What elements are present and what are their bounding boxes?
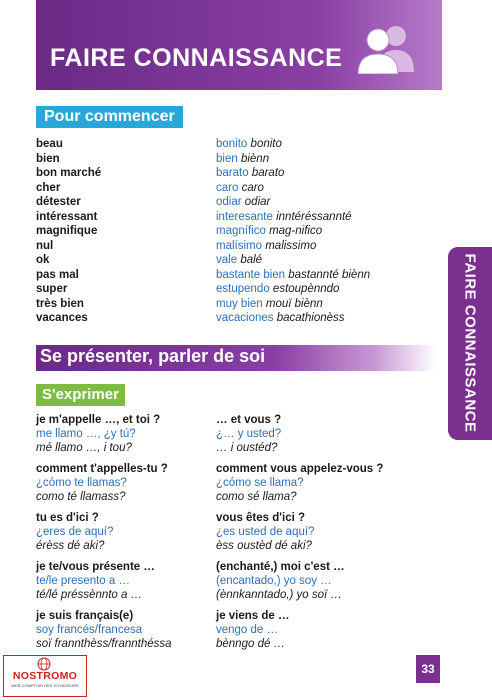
section-title: Se présenter, parler de soi (40, 346, 266, 366)
people-icon (356, 22, 416, 74)
vocab-es: barato (216, 167, 249, 179)
vocab-fr: ok (36, 254, 50, 266)
globe-icon (37, 657, 51, 671)
vocab-pron: mouï biènn (265, 297, 323, 310)
vocab-es-row (216, 282, 370, 297)
vocab-fr: vacances (36, 312, 88, 324)
vocab-fr: bon marché (36, 167, 102, 179)
phrase-es: ¿es usted de aquí? (216, 526, 315, 538)
phrase-block (36, 511, 113, 553)
vocab-pron: biènn (240, 152, 270, 165)
phrase-pron: como té llamass? (36, 491, 126, 503)
phrase-es: me llamo …, ¿y tú? (36, 428, 136, 440)
phrase-es: soy francés/francesa (36, 624, 143, 636)
phrase-es: ¿cómo se llama? (216, 477, 304, 489)
vocab-es: bonito (216, 138, 248, 150)
vocab-pron: malissimo (265, 239, 317, 252)
phrases-heading: S'exprimer (36, 384, 125, 406)
vocab-es: interesante (216, 210, 273, 223)
vocab-fr: pas mal (36, 268, 79, 281)
vocab-pron: bacathionèss (276, 312, 345, 324)
vocab-fr: beau (36, 138, 63, 150)
nostromo-logo (3, 655, 87, 697)
phrase-fr: … et vous ? (216, 414, 282, 426)
vocab-es-row (216, 137, 370, 152)
vocab-es: vacaciones (216, 312, 274, 324)
phrase-es: ¿eres de aquí? (36, 526, 114, 538)
phrase-pron: té/lé préssènnto a … (36, 589, 143, 601)
phrase-es: vengo de … (216, 624, 279, 636)
phrase-block (36, 560, 155, 602)
vocab-pron: bonito (250, 138, 282, 150)
vocab-es-row (216, 268, 370, 283)
vocab-pron: caro (241, 181, 264, 194)
logo-name: NOSTROMO (12, 670, 78, 682)
phrase-block (216, 609, 290, 651)
vocab-fr: bien (36, 152, 60, 165)
logo-tagline: WEB COMPTOIR DES VOYAGEURS (11, 683, 79, 688)
side-tab-label: FAIRE CONNAISSANCE (461, 253, 479, 433)
vocab-es: caro (216, 181, 239, 194)
phrase-pron: como sé llama? (216, 491, 297, 503)
vocab-french-column (36, 137, 101, 326)
header-banner (36, 0, 442, 90)
vocab-es: malísimo (216, 239, 263, 252)
phrase-pron: … i oustéd? (216, 442, 278, 454)
vocab-heading: Pour commencer (36, 106, 183, 128)
vocab-pron: bastannté biènn (288, 268, 371, 281)
phrase-fr: tu es d'ici ? (36, 512, 99, 524)
phrase-block (36, 413, 160, 455)
phrase-es: te/le presento a … (36, 575, 130, 587)
phrase-block (216, 560, 345, 602)
side-chapter-tab (448, 247, 492, 440)
vocab-es: magnífico (216, 225, 266, 237)
phrase-fr: je suis français(e) (36, 610, 134, 622)
vocab-fr: super (36, 283, 68, 295)
phrase-block (216, 462, 383, 504)
vocab-es-row (216, 239, 370, 254)
vocab-es-row (216, 210, 370, 225)
vocab-es: bien (216, 152, 238, 165)
phrase-fr: je m'appelle …, et toi ? (36, 414, 161, 426)
phrase-fr: je te/vous présente … (36, 561, 155, 573)
vocab-fr: magnifique (36, 225, 98, 237)
phrase-pron: soï frannthèss/frannthéssa (36, 638, 172, 650)
vocab-spanish-column (216, 137, 370, 326)
vocab-pron: inntéréssannté (276, 210, 352, 223)
vocab-es-row (216, 152, 370, 167)
vocab-es-row (216, 253, 370, 268)
phrase-fr: vous êtes d'ici ? (216, 512, 306, 524)
page-number: 33 (416, 655, 440, 683)
page-title: FAIRE CONNAISSANCE (50, 44, 343, 72)
vocab-fr: nul (36, 239, 54, 252)
phrase-pron: (ènnkanntado,) yo soï … (216, 589, 342, 601)
phrase-block (216, 511, 314, 553)
vocab-pron: odiar (244, 196, 271, 208)
vocab-pron: mag-nifico (269, 225, 323, 237)
phrase-block (216, 413, 281, 455)
vocab-pron: estoupènndo (272, 283, 340, 295)
phrase-es: (encantado,) yo soy … (216, 575, 332, 587)
phrase-pron: bènngo dé … (216, 638, 286, 650)
vocab-es: vale (216, 254, 238, 266)
phrase-fr: comment vous appelez-vous ? (216, 463, 384, 475)
phrase-block (36, 462, 168, 504)
section-bar (36, 345, 436, 371)
vocab-es: odiar (216, 196, 242, 208)
phrase-pron: érèss dé aki? (36, 540, 105, 552)
vocab-fr: cher (36, 181, 61, 194)
vocab-es-row (216, 195, 370, 210)
vocab-fr: détester (36, 196, 81, 208)
phrase-pron: mé llamo …, i tou? (36, 442, 132, 454)
vocab-fr: très bien (36, 297, 84, 310)
vocab-es: bastante bien (216, 268, 286, 281)
phrase-block (36, 609, 172, 651)
vocab-pron: barato (251, 167, 285, 179)
vocab-es-row (216, 311, 370, 326)
phrase-fr: comment t'appelles-tu ? (36, 463, 168, 475)
vocab-es-row (216, 166, 370, 181)
vocab-es-row (216, 297, 370, 312)
phrase-pron: èss oustèd dé aki? (216, 540, 312, 552)
phrase-fr: je viens de … (216, 610, 290, 622)
vocab-es-row (216, 181, 370, 196)
vocab-es-row (216, 224, 370, 239)
phrase-es: ¿cómo te llamas? (36, 477, 127, 489)
phrase-fr: (enchanté,) moi c'est … (216, 561, 345, 573)
vocab-fr: intéressant (36, 210, 98, 223)
vocab-es: muy bien (216, 297, 263, 310)
phrase-es: ¿… y usted? (216, 428, 282, 440)
vocab-es: estupendo (216, 283, 270, 295)
vocab-pron: balé (240, 254, 263, 266)
